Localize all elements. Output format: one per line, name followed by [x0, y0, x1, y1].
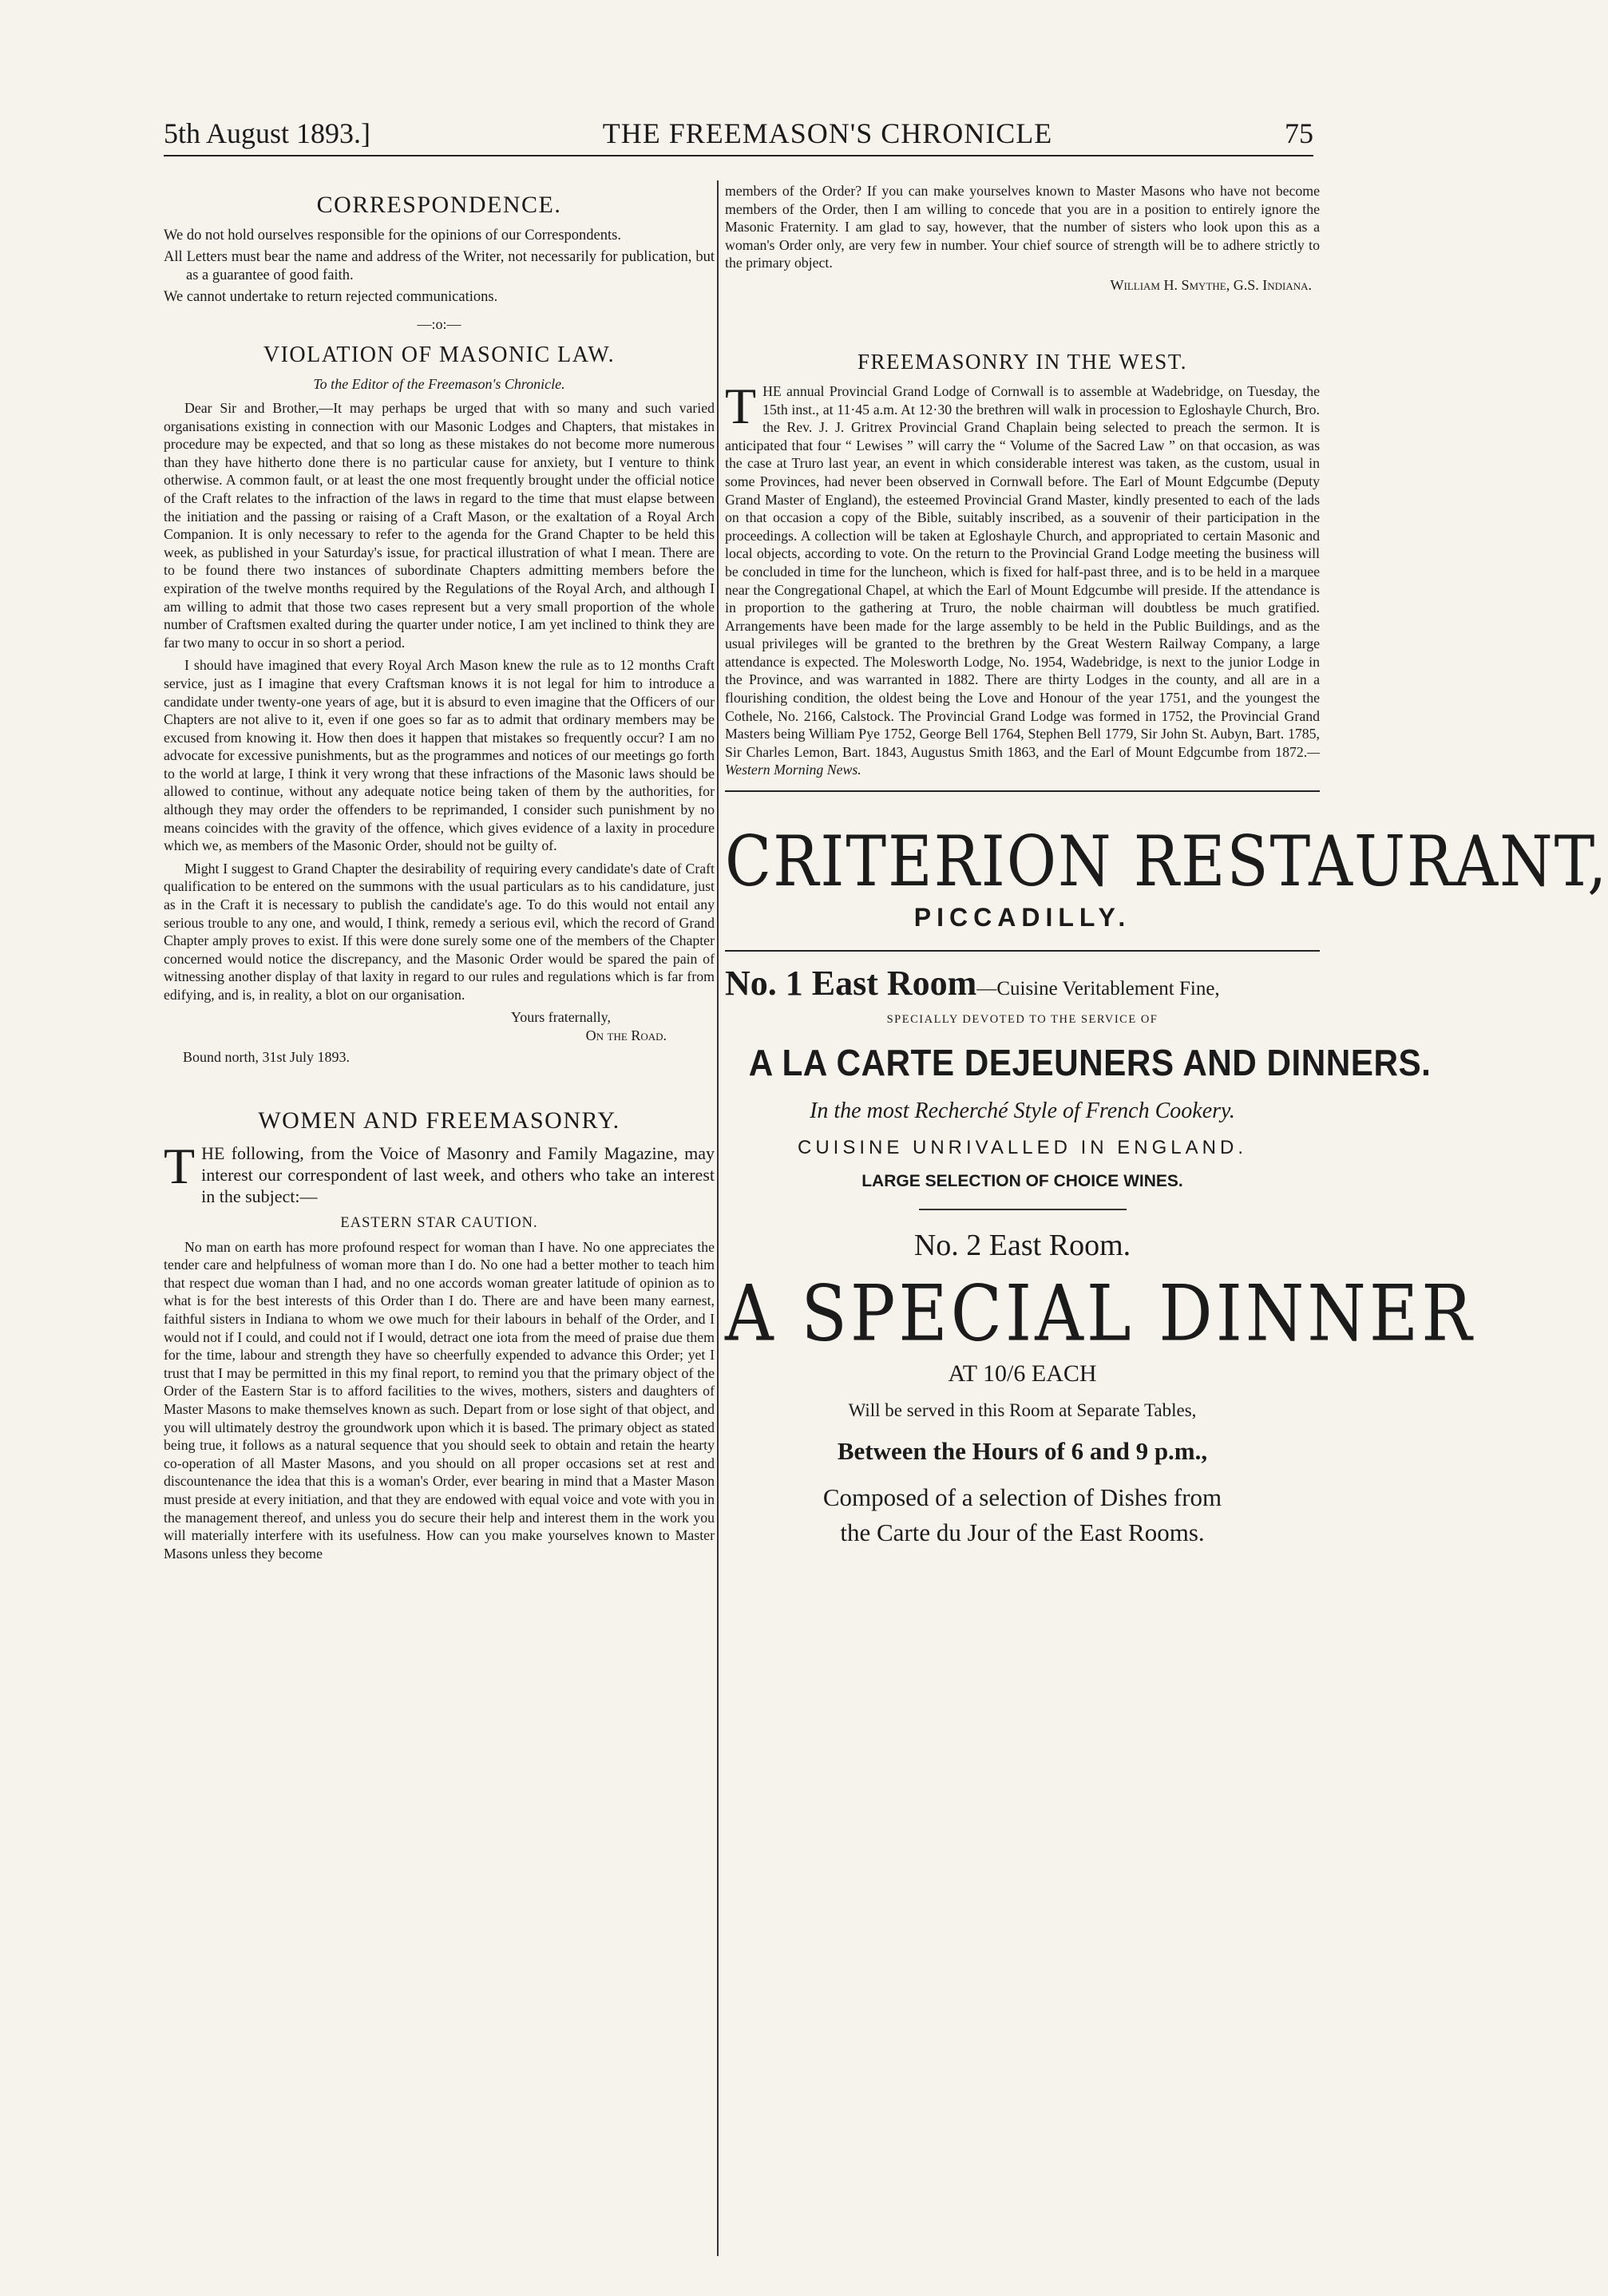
- advert-room-1-rest: —Cuisine Veritablement Fine,: [976, 978, 1220, 1000]
- advert-style: In the most Recherché Style of French Cookery.: [810, 1099, 1235, 1124]
- west-dropcap: T: [725, 377, 757, 434]
- violation-signature: On the Road.: [585, 1027, 667, 1043]
- west-source: —Western Morning News.: [725, 743, 1320, 778]
- correspondence-separator: —:o:—: [417, 316, 461, 332]
- violation-title: VIOLATION OF MASONIC LAW.: [263, 342, 616, 367]
- west-paragraph: [725, 377, 1320, 779]
- women-subhead: EASTERN STAR CAUTION.: [340, 1214, 538, 1231]
- advert-room-2: No. 2 East Room.: [913, 1229, 1131, 1263]
- advert-special-dinner: A SPECIAL DINNER: [725, 1268, 1475, 1359]
- advert-hours: Between the Hours of 6 and 9 p.m.,: [837, 1437, 1208, 1466]
- advert-composed: Composed of a selection of Dishes from: [822, 1483, 1222, 1512]
- women-paragraph: No man on earth has more profound respect for woman than I have. No one appreciates the tender care and helpfulness of woman more than I do. No one had a better mother to teach him that respect due woman than I had, and no one accords woman greater latitude of opinion as to what is for the best interests of this Order than I do. There are and have been many earnest, faithful sisters in Indiana to whom we owe much for their labours in behalf of the Order, and I would not if I could, and could not if I would, detract one iota from the meed of praise due them for the time, labour and strength they have so cheerfully expended to advance this Order; yet I trust that I may be permitted in this my final report, to remind you that the primary object of the Order of the Eastern Star is to afford facilities to the wives, mothers, sisters and daughters of Master Masons to make themselves known as such. Depart from or lose sight of that object, and you will ultimately destroy the groundwork upon which it is based. The primary object as stated being true, it follows as a natural sequence that you should seek to obtain and retain the hearty co-operation of all Master Masons, and you should on all proper occasions set at rest and discountenance the idea that this is a woman's Order, ever bearing in mind that a Master Mason must preside at every initiation, and that they are endowed with equal voice and vote with you in the management thereof, and unless you do secure their help and interest them in the work you will materially interfere with its usefulness. How can you make yourselves known to Master Masons unless they become: [164, 1238, 715, 1562]
- women-dropcap: T: [164, 1137, 196, 1194]
- women-continuation: members of the Order? If you can make yourselves known to Master Masons who have not become members of the Order, then I am willing to concede that you are in a position to entirely ignore the Masonic Fraternity. I am glad to say, however, that the number of sisters who look upon this as a woman's Order only, are very few in number. Your chief source of strength will be to adhere strictly to the primary object.: [725, 183, 1320, 271]
- page-header: [164, 110, 1313, 156]
- left-column: [164, 182, 715, 2274]
- correspondence-note-2: All Letters must bear the name and address of the Writer, not necessarily for publication, but as a guarantee of good faith.: [164, 249, 715, 283]
- advert-room-1-label: No. 1 East Room: [725, 964, 977, 1004]
- women-signature: William H. Smythe, G.S. Indiana.: [1110, 276, 1312, 293]
- correspondence-note-3: We cannot undertake to return rejected communications.: [164, 289, 498, 305]
- column-divider: [717, 180, 719, 2256]
- advert-carte: A LA CARTE DEJEUNERS AND DINNERS.: [748, 1042, 1432, 1084]
- header-date: 5th August 1893.]: [164, 117, 371, 149]
- west-paragraph-text: HE annual Provincial Grand Lodge of Cornwall is to assemble at Wadebridge, on Tuesday, the 15th inst., at 11·45 a.m. At 12·30 the brethren will walk in procession to Egloshayle Church, Bro. the Rev. J. J. Gritrex Provincial Grand Chaplain being selected to preach the sermon. It is anticipated that four “ Lewises ” will carry the “ Volume of the Sacred Law ” on that occasion, as was the case at Truro last year, an event in which considerable interest was taken, as the custom, usual in some Provinces, had never been observed in Cornwall before. The Earl of Mount Edgcumbe (Deputy Grand Master of England), the esteemed Provincial Grand Master, kindly presented to each of the lads on that occasion a copy of the Bible, suitably inscribed, as a souvenir of their participation in the proceedings. A collection will be taken at Egloshayle Church, and appropriated to certain Masonic and local objects, according to vote. On the return to the Provincial Grand Lodge meeting the business will be concluded in time for the luncheon, which is fixed for half-past three, and is to be held in a marquee near the Congregational Chapel, at which the Earl of Mount Edgcumbe will preside. If the attendance is in proportion to the gathering at Truro, the noble chairman will doubtless be much gratified. Arrangements have been made for the large assembly to be held in the Public Buildings, and as the usual privileges will be granted to the brethren by the Great Western Railway Company, a large attendance is expected. The Molesworth Lodge, No. 1954, Wadebridge, is next to the junior Lodge in the Province, and was warranted in 1882. There are thirty Lodges in the county, and all are in a flourishing condition, the oldest being the Love and Honour of the year 1751, and the youngest the Cothele, No. 2166, Calstock. The Provincial Grand Lodge was formed in 1752, the Provincial Grand Masters being William Pye 1752, George Bell 1764, Stephen Bell 1779, Sir John St. Aubyn, Bart. 1785, Sir Charles Lemon, Bart. 1843, Augustus Smith 1863, and the Earl of Mount Edgcumbe from 1872.: [725, 382, 1320, 760]
- correspondence-note-1: We do not hold ourselves responsible for the opinions of our Correspondents.: [164, 228, 621, 243]
- advert-carte-jour: the Carte du Jour of the East Rooms.: [840, 1518, 1205, 1547]
- violation-dateline: Bound north, 31st July 1893.: [183, 1048, 351, 1065]
- advert-mid-rule: [725, 950, 1320, 952]
- advert-price: AT 10/6 EACH: [948, 1360, 1097, 1387]
- advert-top-rule: [725, 790, 1320, 792]
- advert-wines: LARGE SELECTION OF CHOICE WINES.: [861, 1172, 1183, 1191]
- women-intro: [164, 1137, 715, 1207]
- advert-short-rule: [919, 1209, 1127, 1210]
- violation-paragraph-2: I should have imagined that every Royal Arch Mason knew the rule as to 12 months Craft service, just as I imagine that every Craftsman knows it is not legal for him to introduce a candidate under twenty-one years of age, but it is absurd to even imagine that the Officers of our Chapters are not alive to it, even if one goes so far as to admit that ordinary members may be excused from knowing it. How then does it happen that mistakes so frequently occur? I am no advocate for excessive punishments, but as the programmes and notices of our meetings go forth to the world at large, I think it very wrong that these infractions of the Masonic laws should be allowed to continue, without any adequate notice being taken of them by the authorities, for although they may order the offenders to be reprimanded, I consider such punishment by no means coincides with the gravity of the offence, which gives evidence of a laxity in procedure which we, as members of the Masonic Order, should not be guilty of.: [164, 657, 715, 854]
- advert-served: Will be served in this Room at Separate Tables,: [848, 1400, 1197, 1421]
- advert-devoted: SPECIALLY DEVOTED TO THE SERVICE OF: [886, 1013, 1158, 1027]
- women-title: WOMEN AND FREEMASONRY.: [258, 1106, 620, 1134]
- advert-location: PICCADILLY.: [913, 903, 1131, 932]
- west-title: FREEMASONRY IN THE WEST.: [857, 349, 1188, 374]
- right-column: [725, 182, 1608, 2274]
- advert-cuisine: CUISINE UNRIVALLED IN ENGLAND.: [798, 1137, 1247, 1159]
- advert-room-1: [725, 963, 1320, 1004]
- violation-closing: Yours fraternally,: [511, 1008, 611, 1025]
- correspondence-title: CORRESPONDENCE.: [316, 192, 562, 218]
- violation-paragraph-1: Dear Sir and Brother,—It may perhaps be urged that with so many and such varied organisations existing in connection with our Masonic Lodges and Chapters, that mistakes in procedure may be expected, and that so long as these mistakes do not become more numerous than they have hitherto done there is no particular cause for anxiety, but I venture to think otherwise. A common fault, or at least the one most frequently brought under the official notice of the Craft relates to the infraction of the laws in regard to the time that must elapse between the initiation and the passing or raising of a Craft Mason, or the exaltation of a Royal Arch Companion. It is only necessary to refer to the agenda for the Grand Chapter to be held this week, as published in your Saturday's issue, for practical illustration of what I mean. There are to be found there two instances of subordinate Chapters admitting members before the expiration of the twelve months required by the Regulations of the Royal Arch, and although I am willing to admit that those two cases represent but a very small proportion of the whole number of Craftsmen exalted during the quarter under notice, I am yet inclined to think they are far two many to occur in so short a period.: [164, 400, 715, 651]
- advert-restaurant-name: CRITERION RESTAURANT,: [725, 820, 1608, 902]
- violation-paragraph-3: Might I suggest to Grand Chapter the desirability of requiring every candidate's date of Craft qualification to be entered on the summons with the usual particulars as to his candidature, just as in the Craft it is necessary to publish the candidate's age. To do this would not entail any serious trouble to any one, and would, I think, remedy a serious evil, which the record of Grand Chapter amply proves to exist. If this were done surely some one of the members of the Chapter concerned would notice the discrepancy, and the Masonic Order would be spared the pain of witnessing another display of that laxity in regard to our rules and regulations which is far from edifying, and is, in reality, a blot on our organisation.: [164, 860, 715, 1003]
- violation-editor-line: To the Editor of the Freemason's Chronicle.: [313, 376, 565, 392]
- header-title: THE FREEMASON'S CHRONICLE: [602, 117, 1053, 149]
- criterion-advert: [725, 803, 1608, 1547]
- header-page-number: 75: [1284, 117, 1313, 149]
- women-intro-text: HE following, from the Voice of Masonry and Family Magazine, may interest our correspondent of last week, and others who take an interest in the subject:—: [201, 1142, 715, 1206]
